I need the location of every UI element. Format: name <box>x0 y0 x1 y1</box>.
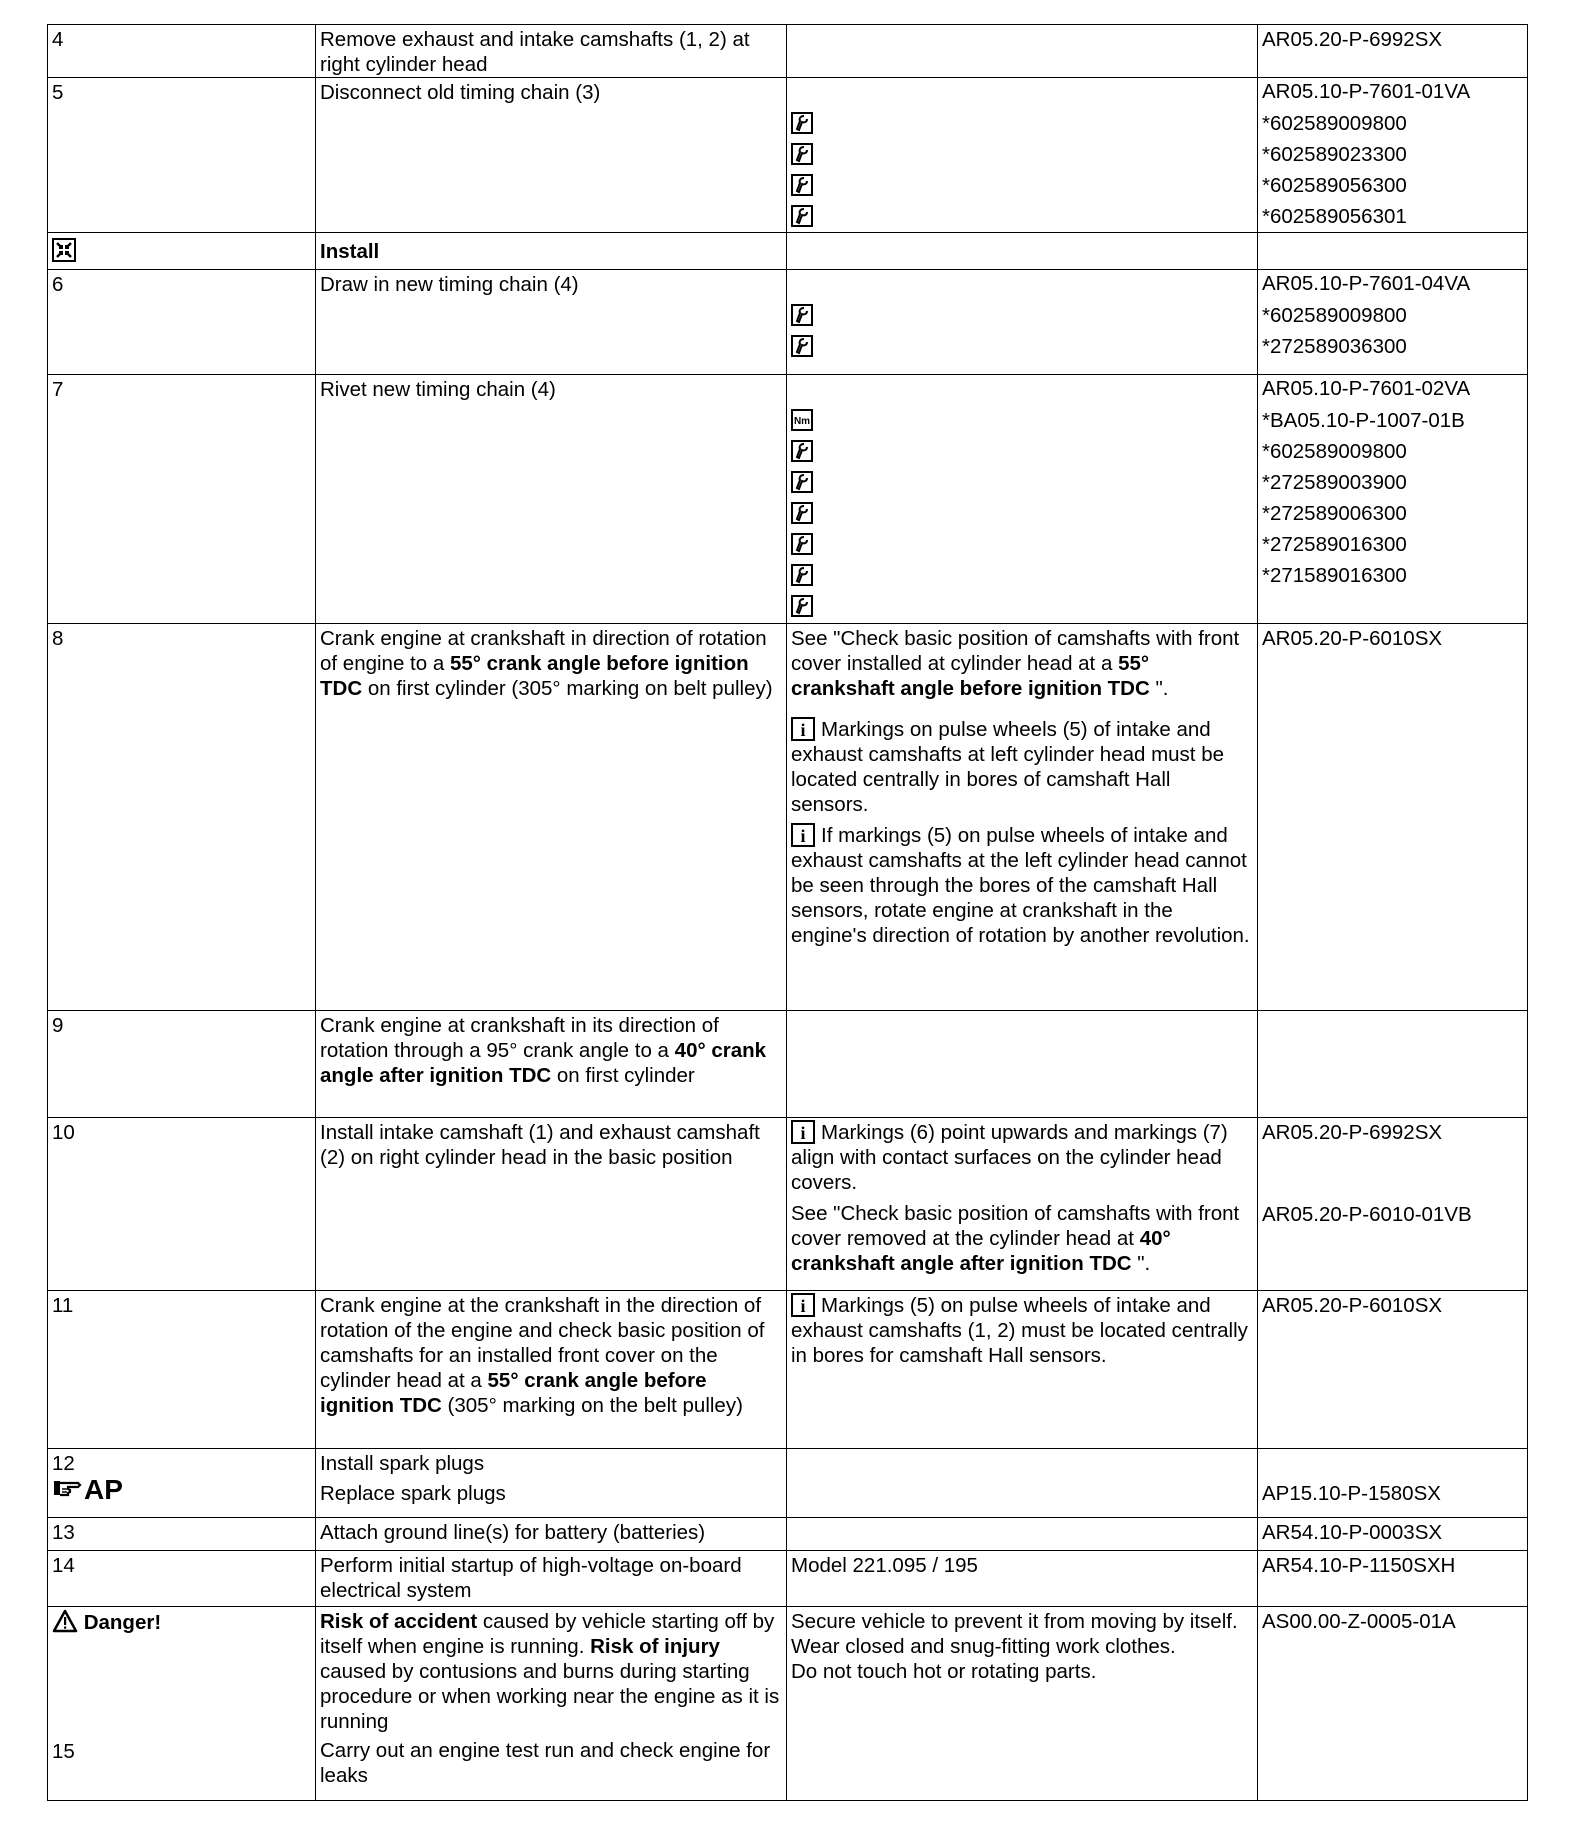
special-tool-icon[interactable] <box>791 564 813 586</box>
info-icon <box>791 823 815 847</box>
step-number: 11 <box>48 1291 316 1449</box>
step-cell <box>48 1449 316 1518</box>
step-number: 9 <box>48 1011 316 1118</box>
info-icon <box>791 717 815 741</box>
task-text: Disconnect old timing chain (3) <box>316 78 787 233</box>
special-tool-icon[interactable] <box>791 304 813 326</box>
danger-cell <box>48 1607 316 1801</box>
reference-cell <box>1258 375 1528 624</box>
cross-reference-note: See "Check basic position of camshafts with front cover removed at the cylinder head at 40° crankshaft angle after ignition TDC ". <box>791 1202 1240 1275</box>
tool-number[interactable]: *272589003900 <box>1262 471 1407 494</box>
tool-number[interactable]: *602589056300 <box>1262 174 1407 197</box>
reference-link[interactable]: AR05.20-P-6992SX <box>1258 25 1528 78</box>
svg-text:i: i <box>800 826 806 847</box>
special-tool-icon[interactable] <box>791 440 813 462</box>
reference-cell <box>1258 1118 1528 1291</box>
step-number: 10 <box>48 1118 316 1291</box>
special-tool-icon[interactable] <box>791 174 813 196</box>
torque-nm-icon[interactable] <box>791 409 813 431</box>
info-note: i Markings on pulse wheels (5) of intake and exhaust camshafts at left cylinder head must be located centrally in bores of camshaft Hall sensors. <box>791 718 1225 816</box>
reference-link[interactable]: AR05.20-P-6010SX <box>1258 624 1528 1011</box>
svg-text:i: i <box>800 720 806 741</box>
step-number: 4 <box>48 25 316 78</box>
task-text: Draw in new timing chain (4) <box>316 270 787 375</box>
reference-cell <box>1258 1011 1528 1118</box>
safety-note: Secure vehicle to prevent it from moving by itself. <box>791 1610 1238 1633</box>
safety-note: Wear closed and snug-fitting work clothes. <box>791 1635 1176 1658</box>
step-number: 12 <box>52 1452 75 1475</box>
task-text: Crank engine at the crankshaft in the direction of rotation of the engine and check basic position of camshafts for an installed front cover on the cylinder head at a 55° crank angle before ignition TDC (305° marking on the belt pulley) <box>316 1291 787 1449</box>
table-row <box>48 375 1528 624</box>
tool-number[interactable]: *272589036300 <box>1262 335 1407 358</box>
note-text: Model 221.095 / 195 <box>787 1551 1258 1607</box>
task-text: Rivet new timing chain (4) <box>316 375 787 624</box>
reference-link[interactable]: AR54.10-P-0003SX <box>1258 1518 1528 1551</box>
table-row <box>48 624 1528 1011</box>
cross-reference-note: See "Check basic position of camshafts with front cover installed at cylinder head at a 55° crankshaft angle before ignition TDC ". <box>791 627 1240 700</box>
install-icon-cell <box>48 233 316 270</box>
table-row <box>48 1291 1528 1449</box>
special-tool-icon[interactable] <box>791 595 813 617</box>
danger-text: Risk of accident caused by vehicle starting off by itself when engine is running. Risk of injury caused by contusions and burns during starting procedure or when working near the engine as it is running <box>320 1610 780 1733</box>
reference-link[interactable]: AP15.10-P-1580SX <box>1262 1482 1441 1505</box>
note-cell <box>787 1449 1258 1518</box>
warning-triangle-icon <box>52 1609 78 1633</box>
special-tool-icon[interactable] <box>791 502 813 524</box>
task-text: Replace spark plugs <box>320 1482 506 1505</box>
task-text: Install intake camshaft (1) and exhaust camshaft (2) on right cylinder head in the basic position <box>316 1118 787 1291</box>
tool-number[interactable]: *602589056301 <box>1262 205 1407 228</box>
special-tool-icon[interactable] <box>791 205 813 227</box>
tool-number[interactable]: *602589009800 <box>1262 304 1407 327</box>
note-cell <box>787 233 1258 270</box>
step-number: 13 <box>48 1518 316 1551</box>
table-row <box>48 1118 1528 1291</box>
table-row <box>48 1607 1528 1801</box>
step-number: 7 <box>48 375 316 624</box>
note-cell <box>787 1011 1258 1118</box>
task-text: Attach ground line(s) for battery (batteries) <box>316 1518 787 1551</box>
reference-link[interactable]: AR05.20-P-6992SX <box>1262 1121 1443 1144</box>
tool-number[interactable]: *272589006300 <box>1262 502 1407 525</box>
reference-link[interactable]: AR05.10-P-7601-04VA <box>1262 272 1471 295</box>
table-row <box>48 1518 1528 1551</box>
reference-cell <box>1258 1449 1528 1518</box>
reference-link[interactable]: AR54.10-P-1150SXH <box>1258 1551 1528 1607</box>
step-number: 6 <box>48 270 316 375</box>
note-cell <box>787 1291 1258 1449</box>
task-text: Crank engine at crankshaft in direction of rotation of engine to a 55° crank angle before ignition TDC on first cylinder (305° marking on belt pulley) <box>316 624 787 1011</box>
special-tool-icon[interactable] <box>791 143 813 165</box>
reference-cell <box>1258 233 1528 270</box>
pointing-hand-icon <box>52 1477 82 1499</box>
reference-link[interactable]: AR05.20-P-6010SX <box>1258 1291 1528 1449</box>
tool-number[interactable]: *602589009800 <box>1262 112 1407 135</box>
step-number: 5 <box>48 78 316 233</box>
tool-number[interactable]: *602589009800 <box>1262 440 1407 463</box>
special-tool-icon[interactable] <box>791 112 813 134</box>
note-cell <box>787 1607 1258 1801</box>
svg-text:i: i <box>800 1123 806 1144</box>
note-cell <box>787 270 1258 375</box>
reference-link[interactable]: AR05.10-P-7601-01VA <box>1262 80 1471 103</box>
special-tool-icon[interactable] <box>791 533 813 555</box>
tool-number[interactable]: *602589023300 <box>1262 143 1407 166</box>
note-cell <box>787 78 1258 233</box>
tool-number[interactable]: *272589016300 <box>1262 533 1407 556</box>
task-text: Crank engine at crankshaft in its direction of rotation through a 95° crank angle to a 40° crank angle after ignition TDC on first cylinder <box>316 1011 787 1118</box>
svg-text:i: i <box>800 1296 806 1317</box>
special-tool-icon[interactable] <box>791 335 813 357</box>
svg-text:Nm: Nm <box>793 416 811 428</box>
note-cell <box>787 624 1258 1011</box>
step-number: 15 <box>52 1740 75 1764</box>
info-note: i Markings (6) point upwards and markings (7) align with contact surfaces on the cylinder head covers. <box>791 1121 1228 1194</box>
table-row <box>48 1011 1528 1118</box>
reference-link[interactable]: AR05.20-P-6010-01VB <box>1262 1203 1472 1226</box>
tool-number[interactable]: *271589016300 <box>1262 564 1407 587</box>
table-row <box>48 270 1528 375</box>
section-heading: Install <box>316 233 787 270</box>
step-number: 8 <box>48 624 316 1011</box>
task-text: Install spark plugs <box>320 1452 485 1475</box>
ap-reference[interactable]: AP <box>52 1476 311 1502</box>
step-number: 14 <box>48 1551 316 1607</box>
note-cell <box>787 1118 1258 1291</box>
torque-reference[interactable]: *BA05.10-P-1007-01B <box>1262 409 1465 432</box>
table-row <box>48 78 1528 233</box>
info-note: i Markings (5) on pulse wheels of intake and exhaust camshafts (1, 2) must be located centrally in bores for camshaft Hall sensors. <box>791 1294 1248 1367</box>
task-text: Carry out an engine test run and check engine for leaks <box>320 1739 771 1787</box>
table-row <box>48 233 1528 270</box>
safety-note: Do not touch hot or rotating parts. <box>791 1660 1097 1683</box>
task-text: Remove exhaust and intake camshafts (1, 2) at right cylinder head <box>316 25 787 78</box>
special-tool-icon[interactable] <box>791 471 813 493</box>
table-row <box>48 1449 1528 1518</box>
table-row <box>48 1551 1528 1607</box>
task-text: Perform initial startup of high-voltage on-board electrical system <box>316 1551 787 1607</box>
info-note: i If markings (5) on pulse wheels of intake and exhaust camshafts at the left cylinder head cannot be seen through the bores of the camshaft Hall sensors, rotate engine at crankshaft in the engine's direction of rotation by another revolution. <box>791 824 1250 947</box>
reference-link[interactable]: AS00.00-Z-0005-01A <box>1258 1607 1528 1801</box>
info-icon <box>791 1120 815 1144</box>
reference-cell <box>1258 78 1528 233</box>
note-cell <box>787 375 1258 624</box>
info-icon <box>791 1293 815 1317</box>
reference-cell <box>1258 270 1528 375</box>
install-symbol-icon <box>52 238 76 262</box>
note-cell <box>787 1518 1258 1551</box>
task-cell <box>316 1607 787 1801</box>
reference-link[interactable]: AR05.10-P-7601-02VA <box>1262 377 1471 400</box>
danger-label: Danger! <box>52 1609 311 1635</box>
table-row <box>48 25 1528 78</box>
task-cell <box>316 1449 787 1518</box>
note-cell <box>787 25 1258 78</box>
procedure-table <box>47 24 1528 1801</box>
